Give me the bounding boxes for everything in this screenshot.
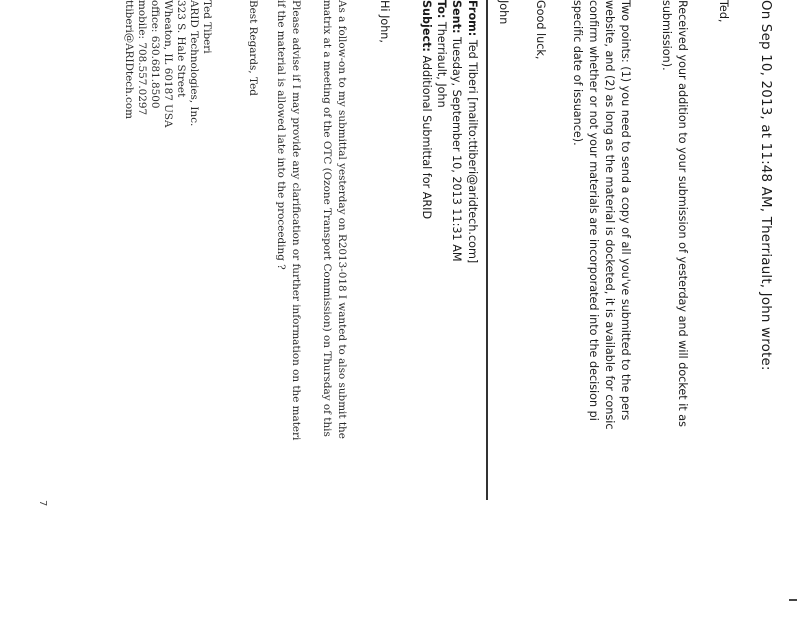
body1-line1: As a follow-on to my submittal yesterday on R2013-018 I wanted to also submit the [336,0,348,439]
page-number: 7 [37,500,48,507]
reply-salutation: Ted, [717,0,730,23]
reply-header: On Sep 10, 2013, at 11:48 AM, Therriault, John wrote: [758,0,773,371]
sig-city: Wheaton, IL 60187 USA [162,0,174,128]
sent-value: Tuesday, September 10, 2013 11:31 AM [450,37,463,262]
from-label: From: [466,0,479,37]
sig-mobile: mobile: 708.557.0297 [136,0,148,116]
from-line [466,0,479,263]
header-divider [486,0,488,500]
to-label: To: [435,0,448,19]
subject-value: Additional Submittal for ARID [420,55,433,220]
sent-label: Sent: [450,0,463,34]
body2-line1: Please advise if I may provide any clarification or further information on the materi [290,0,302,441]
sig-name: Ted Tiberi [201,0,213,54]
reply-para2-line4: specific date of issuance). [571,0,584,146]
greeting: Hi John, [378,0,391,43]
scan-mark [789,599,797,601]
reply-signature: John [497,0,510,25]
best-regards: Best Regards, Ted [247,0,259,96]
reply-para2-line3: confirm whether or not your materials are incorporated into the decision pi [587,0,600,421]
sig-office: office: 630.681.8500 [149,0,161,109]
to-line [435,0,448,108]
subject-line [420,0,433,219]
reply-para2-line2: website, and (2) as long as the material is docketed, it is available for consic [603,0,616,430]
subject-label: Subject: [420,0,433,52]
reply-para2-line1: Two points: (1) you need to send a copy of all you've submitted to the pers [619,0,632,421]
from-value: Ted Tiberi [mailto:ttiberi@aridtech.com] [466,39,479,264]
sent-line [450,0,463,262]
sig-street: 323 S. Hale Street [175,0,187,98]
sig-email: ttiberi@ARIDtech.com [123,0,135,119]
sig-company: ARID Technologies, Inc. [188,0,200,127]
body1-line2: matrix at a meeting of the OTC (Ozone Transport Commission) on Thursday of this [321,0,333,437]
reply-para1-line1: Received your addition to your submission of yesterday and will docket it as [676,0,689,427]
reply-closing: Good luck, [534,0,547,60]
reply-para1-line2: submission). [660,0,673,71]
body2-line2: if the material is allowed late into the proceeding ? [275,0,287,270]
to-value: Therriault, John [435,21,448,108]
